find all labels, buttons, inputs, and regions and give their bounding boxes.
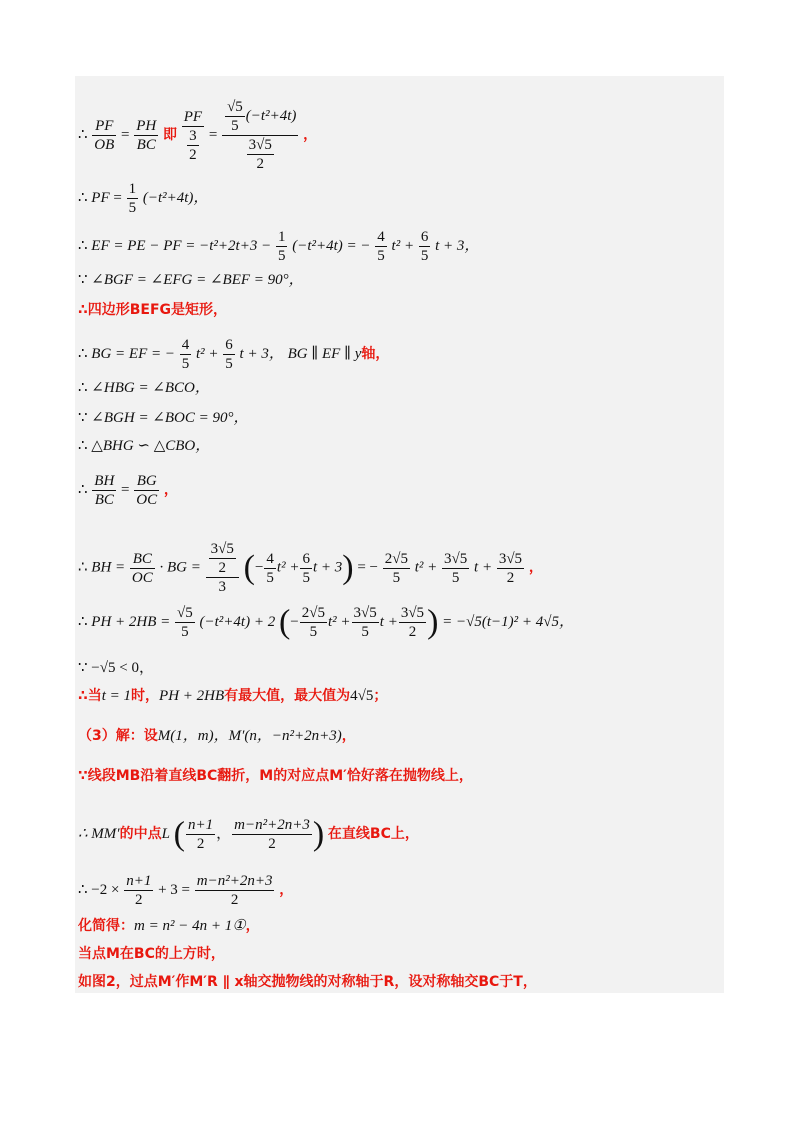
frac-den: OC [131, 569, 153, 586]
frac-num: n+1 [126, 873, 152, 889]
frac-n1-2 [124, 872, 153, 909]
ji-label: 即 [163, 126, 178, 143]
expr: t + 3， [239, 345, 284, 362]
expr: m = n² − 4n + 1① [134, 918, 246, 934]
frac-num: 6 [302, 550, 310, 567]
frac-6-5 [300, 550, 312, 587]
expr: t² + [276, 559, 300, 576]
frac-num: 2√5 [301, 605, 325, 621]
frac-1-5 [276, 228, 288, 265]
sqrt5: √5 [392, 550, 408, 567]
paren-open: ( [173, 815, 185, 853]
expr: EF = PE − PF = −t²+2t+3 − [91, 237, 272, 254]
frac-4-5 [264, 550, 276, 587]
text: 在直线BC上， [327, 825, 419, 842]
frac-compound-2 [206, 540, 239, 596]
frac-1-5 [127, 180, 139, 217]
eq-line-6 [78, 336, 389, 373]
expr: 4√5 [350, 688, 374, 704]
eq-line-2 [78, 180, 208, 217]
frac-den: 2 [230, 892, 239, 908]
sqrt5: √5 [361, 605, 377, 621]
expr: BG = EF = − [91, 345, 175, 362]
sqrt5: √5 [451, 550, 468, 567]
expr: t = 1 [101, 688, 132, 704]
frac-den: 5 [377, 248, 385, 264]
eq-line-16: ∵线段MB沿着直线BC翻折，M的对应点M′恰好落在抛物线上， [78, 768, 473, 784]
frac-m-expr-2 [195, 872, 275, 909]
frac-den: 5 [392, 569, 401, 586]
comma: ， [163, 481, 178, 498]
eq-line-9 [78, 436, 210, 456]
frac-den: 5 [128, 200, 137, 216]
eq-sign: = [121, 481, 130, 498]
expr: M(1，m)，M′(n，−n²+2n+3) [157, 728, 342, 744]
frac-bc-oc [130, 550, 155, 587]
expr: PH + 2HB = [91, 613, 171, 630]
frac-num: √5 [227, 99, 243, 115]
expr: t² + [414, 559, 438, 576]
frac-den: 5 [420, 248, 429, 264]
eq-sign: = [121, 126, 130, 143]
frac-num: 3√5 [444, 550, 468, 567]
frac-num: m−n²+2n+3 [196, 873, 273, 889]
eq-line-5: ∴四边形BEFG是矩形， [78, 302, 228, 318]
frac-3sqrt5-2 [497, 550, 524, 587]
expr: ∠BGF = ∠EFG = ∠BEF = 90°， [91, 272, 304, 288]
frac-den: 2 [135, 892, 143, 908]
expr: ∴ MM′ [78, 825, 120, 842]
frac-bg-oc [134, 472, 159, 509]
frac-num: 4 [181, 337, 190, 353]
therefore-sym: ∴ [78, 189, 88, 206]
eq-line-13: ∵ −√5 < 0， [78, 660, 154, 676]
frac-num: BH [94, 473, 115, 489]
expr: △BHG ∽ △CBO， [91, 438, 211, 454]
frac-6-5 [419, 228, 431, 265]
frac-num [222, 98, 298, 136]
expr: · BG = [159, 559, 201, 576]
frac-den [182, 127, 204, 164]
frac-6-5 [223, 336, 235, 373]
var: PF [91, 189, 110, 206]
expr: t² + [391, 237, 415, 254]
frac-num: 6 [225, 337, 233, 353]
frac-sqrt5-5 [225, 98, 245, 135]
frac-num: 1 [128, 181, 137, 197]
frac-pf-ob [92, 117, 116, 154]
frac-den: 5 [266, 569, 274, 586]
frac-n1-2 [186, 816, 215, 853]
sqrt5: √5 [309, 605, 325, 621]
frac-den: 2 [268, 836, 276, 852]
text: 化简得： [78, 918, 134, 934]
frac-num: n+1 [188, 817, 214, 833]
frac-num: 3√5 [400, 605, 425, 621]
paren-open: ( [278, 603, 291, 641]
paren-open: ( [243, 549, 255, 586]
sqrt5: √5 [256, 137, 272, 153]
frac-num: PF [92, 117, 116, 136]
frac-den: 2 [189, 146, 197, 163]
therefore-sym: ∴ [78, 438, 88, 454]
eq-sign: = [113, 189, 122, 206]
expr: (−t²+4t) + 2 [199, 613, 276, 630]
frac-num: 6 [420, 229, 429, 245]
frac-2sqrt5-5 [300, 604, 327, 641]
frac-num: 3 [189, 127, 197, 144]
comma: ， [216, 825, 232, 842]
frac-num: m−n²+2n+3 [234, 817, 310, 833]
frac-num: 1 [277, 229, 286, 245]
frac-num: 2√5 [384, 550, 408, 567]
therefore-sym: ∴ [78, 345, 88, 362]
expr: (−t²+4t) [245, 107, 297, 124]
eq-line-14 [78, 686, 387, 706]
text: 时， [131, 688, 160, 704]
expr: PH + 2HB [159, 688, 225, 704]
frac-den: 5 [225, 356, 233, 372]
eq-line-20: 当点M在BC的上方时， [78, 946, 225, 962]
frac-den: 5 [181, 624, 189, 640]
expr: BG ∥ EF ∥ y [287, 345, 362, 362]
expr: t + 3 [312, 559, 343, 576]
paren-close: ) [312, 815, 325, 853]
text: 的中点 [119, 825, 162, 842]
therefore-sym: ∴ [78, 126, 88, 143]
expr: ∠HBG = ∠BCO， [91, 380, 210, 396]
eq-line-15 [78, 726, 356, 746]
expr: L [161, 825, 170, 842]
frac-den: 5 [302, 569, 310, 586]
minus: − [254, 559, 264, 576]
frac-num [206, 540, 239, 578]
frac-den: 2 [506, 569, 515, 586]
text: 有最大值，最大值为 [224, 688, 351, 704]
eq-line-10 [78, 472, 178, 509]
frac-num: 3√5 [248, 137, 272, 153]
frac-num: 3√5 [210, 541, 234, 557]
frac-num: PF [183, 108, 203, 125]
eq-sign: = [208, 126, 218, 143]
frac-2sqrt5-5 [383, 550, 410, 587]
text: ； [373, 688, 388, 704]
because-sym: ∵ [78, 410, 88, 426]
sqrt5: √5 [218, 541, 234, 557]
frac-num: 3√5 [353, 605, 377, 621]
eq-line-7 [78, 378, 210, 398]
frac-3-2 [187, 127, 199, 164]
frac-den: OC [136, 492, 158, 508]
therefore-sym: ∴ [78, 481, 88, 498]
frac-bh-bc [92, 472, 116, 509]
frac-den [222, 136, 298, 173]
frac-den: 5 [361, 624, 369, 640]
expr: (−t²+4t) = − [292, 237, 371, 254]
expr: t + [379, 613, 398, 630]
frac-den: 5 [181, 356, 190, 372]
text: ， [341, 728, 356, 744]
paren-close: ) [427, 603, 439, 641]
frac-den: 5 [451, 569, 460, 586]
expr: t² + [328, 613, 351, 630]
minus: − [290, 613, 299, 630]
frac-num: 4 [266, 550, 274, 567]
eq-line-3 [78, 228, 479, 265]
eq-line-11 [78, 540, 543, 596]
eq-line-18 [78, 872, 293, 909]
expr: t + 3， [435, 237, 480, 254]
frac-den: BC [136, 137, 156, 153]
frac-den: 5 [231, 118, 239, 134]
frac-den: 2 [408, 624, 417, 640]
frac-den: 2 [218, 560, 226, 576]
expr: (−t²+4t)， [142, 189, 209, 206]
text: ∴当 [78, 688, 102, 704]
frac-num: 3√5 [498, 550, 523, 567]
frac-den: 5 [277, 248, 286, 264]
axis-label: 轴， [361, 345, 390, 362]
because-sym: ∵ [78, 272, 88, 288]
eq-line-17 [78, 816, 419, 853]
frac-den: OB [94, 137, 115, 153]
frac-den: 2 [256, 156, 264, 172]
frac-num: √5 [177, 605, 193, 621]
frac-den: 2 [196, 836, 205, 852]
expr: BH = [91, 559, 126, 576]
frac-num: BG [134, 472, 159, 491]
eq-line-8 [78, 408, 249, 428]
frac-4-5 [375, 228, 387, 265]
expr: = − [357, 559, 379, 576]
expr: t + [474, 559, 493, 576]
frac-3sqrt5-5 [442, 550, 469, 587]
text: ， [245, 918, 260, 934]
therefore-sym: ∴ [78, 559, 88, 576]
comma: ， [528, 559, 543, 576]
comma: ， [303, 126, 318, 143]
expr: t² + [195, 345, 219, 362]
paren-close: ) [342, 549, 354, 586]
frac-num: 4 [377, 229, 385, 245]
expr: + 3 = [158, 881, 191, 898]
frac-den: 5 [309, 624, 318, 640]
frac-den: 3 [218, 579, 226, 595]
frac-4-5 [180, 336, 192, 373]
frac-den: BC [94, 492, 114, 508]
expr: ∠BGH = ∠BOC = 90°， [91, 410, 249, 426]
frac-ph-bc [134, 117, 158, 154]
comma: ， [279, 881, 294, 898]
eq-line-21: 如图2，过点M′作M′R ∥ x轴交抛物线的对称轴于R，设对称轴交BC于T， [78, 974, 537, 990]
frac-3sqrt5-2 [209, 540, 236, 577]
frac-3sqrt5-2 [247, 136, 274, 173]
eq-line-12 [78, 604, 574, 641]
sqrt5: √5 [506, 550, 523, 567]
frac-num: PH [136, 118, 157, 134]
frac-num: BC [130, 550, 155, 569]
expr: ∴ −2 × [78, 881, 120, 898]
eq-line-1 [78, 98, 317, 173]
frac-pf-three-halves [182, 108, 204, 164]
therefore-sym: ∴ [78, 237, 88, 254]
therefore-sym: ∴ [78, 613, 88, 630]
frac-3sqrt5-2 [399, 604, 426, 641]
expr: = −√5(t−1)² + 4√5， [442, 613, 574, 630]
frac-sqrt5-5 [175, 604, 195, 641]
frac-m-expr-2 [232, 816, 312, 853]
eq-line-19 [78, 916, 260, 936]
text: （3）解：设 [78, 728, 158, 744]
eq-line-4 [78, 270, 304, 290]
sqrt5: √5 [408, 605, 425, 621]
frac-3sqrt5-5 [352, 604, 379, 641]
frac-compound [222, 98, 298, 173]
therefore-sym: ∴ [78, 380, 88, 396]
